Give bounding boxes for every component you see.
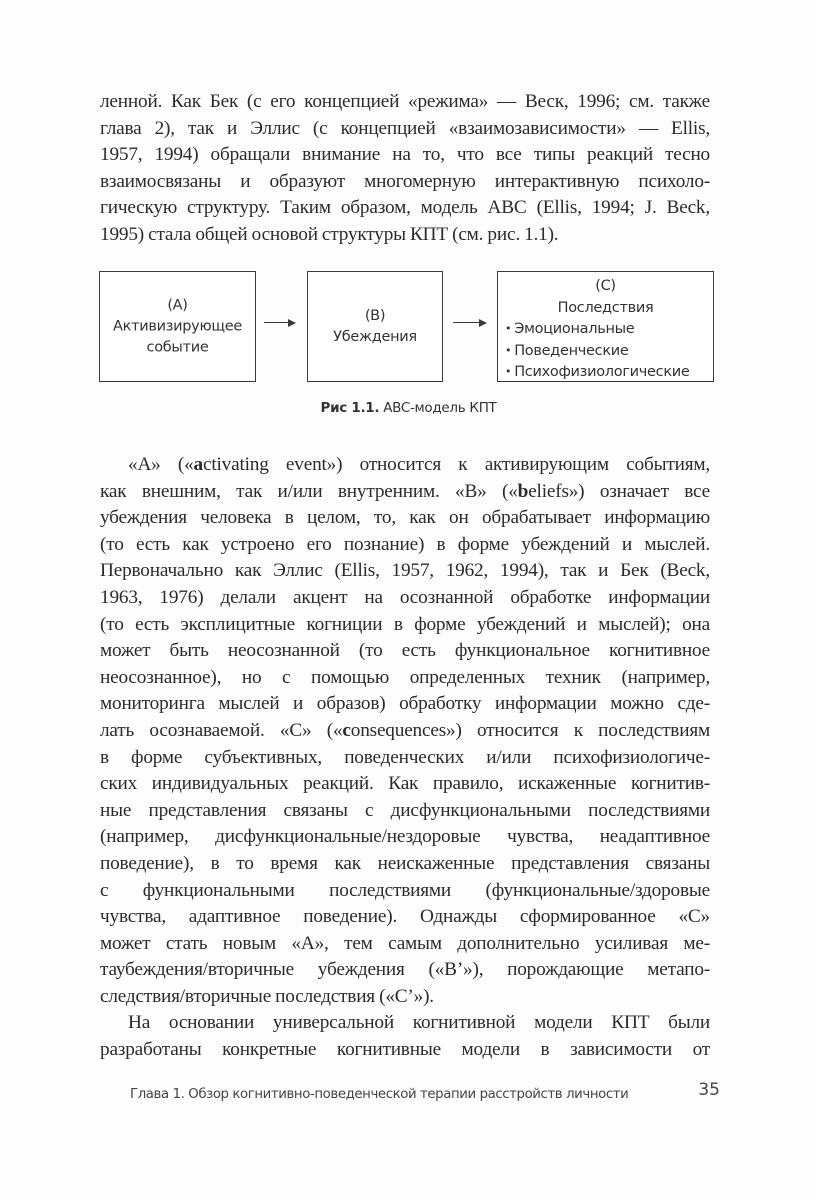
text-line: [100, 479, 710, 506]
figure-caption: [0, 400, 817, 416]
box-a-title-line2: событие: [146, 339, 209, 355]
text-line: [100, 452, 710, 479]
text-line: 1957, 1994) обращали внимание на то, что все типы реакций тесно: [100, 144, 710, 166]
text-line: Первоначально как Эллис (Ellis, 1957, 1962, 1994), так и Бек (Beck,: [100, 560, 710, 582]
arrow-right-icon: [453, 322, 485, 323]
arrow-right-icon: [264, 322, 294, 323]
text-line: гическую структуру. Таким образом, модель ABC (Ellis, 1994; J. Beck,: [100, 197, 710, 219]
text-line: На основании универсальной когнитивной модели КПТ были: [128, 1012, 710, 1034]
text-line: [100, 718, 710, 745]
consequences-list: [498, 319, 713, 384]
text-line: мониторинга мыслей и образов) обработку информации можно сде-: [100, 693, 710, 715]
box-b-letter: (B): [364, 307, 386, 324]
page-number: 35: [698, 1080, 720, 1100]
box-a-title-line1: Активизирующее: [113, 318, 242, 334]
text-line: (то есть как устроено его познание) в форме убеждений и мыслей.: [100, 533, 710, 555]
text-line: с функциональными последствиями (функциональные/здоровые: [100, 879, 710, 901]
list-item: • Поведенческие: [505, 341, 713, 363]
text-line: чувства, адаптивное поведение). Однажды сформированное «C»: [100, 906, 710, 928]
text-line: (например, дисфункциональные/нездоровые чувства, неадаптивное: [100, 826, 710, 848]
box-b-title: Убеждения: [333, 328, 417, 345]
box-activating-event: [99, 271, 256, 382]
text-fragment: ctivating event») относится к активирующим событиям,: [202, 454, 710, 475]
text-fragment: onsequences») относится к последствиям: [350, 719, 710, 741]
box-a-letter: (A): [167, 297, 188, 313]
figure-caption-text: ABC-модель КПТ: [379, 400, 497, 416]
text-line: 1963, 1976) делали акцент на осознанной обработке информации: [100, 586, 710, 608]
text-line: таубеждения/вторичные убеждения («B’»), порождающие метапо-: [100, 959, 710, 981]
text-line: следствия/вторичные последствия («C’»).: [100, 985, 434, 1007]
abc-explanation-paragraph: [100, 452, 710, 1064]
box-c-letter: (C): [595, 278, 616, 294]
text-line: 1995) стала общей основой структуры КПТ (см. рис. 1.1).: [100, 223, 559, 245]
text-line: ленной. Как Бек (с его концепцией «режима» — Веск, 1996; см. также: [100, 91, 710, 112]
emphasis-letter: c: [342, 719, 351, 741]
box-c-title: Последствия: [557, 299, 654, 316]
text-line: взаимосвязаны и образуют многомерную интерактивную психоло-: [100, 170, 710, 192]
box-consequences: [497, 271, 714, 382]
figure-caption-label: Рис 1.1.: [320, 400, 380, 416]
text-line: глава 2), так и Эллис (с концепцией «взаимозависимости» — Ellis,: [100, 117, 710, 139]
text-line: разработаны конкретные когнитивные модели в зависимости от: [100, 1039, 710, 1061]
text-fragment: «A» («: [128, 454, 194, 475]
running-title: Глава 1. Обзор когнитивно-поведенческой терапии расстройств личности: [130, 1087, 629, 1102]
text-line: ских индивидуальных реакций. Как правило, искаженные когнитив-: [100, 773, 710, 795]
text-line: (то есть эксплицитные когниции в форме убеждений и мыслей); она: [100, 613, 710, 635]
text-fragment: eliefs») означает все: [528, 480, 710, 502]
text-fragment: как внешним, так и/или внутренним. «B» («: [100, 480, 518, 502]
list-item: • Эмоциональные: [505, 319, 713, 341]
text-fragment: лать осознаваемой. «C» («: [100, 719, 343, 741]
text-line: неосознанное), но с помощью определенных техник (например,: [100, 666, 710, 688]
text-line: поведение), в то время как неискаженные представления связаны: [100, 852, 710, 874]
page-footer: [130, 1080, 720, 1102]
box-beliefs: [307, 271, 443, 382]
abc-model-figure: [0, 0, 817, 440]
text-line: убеждения человека в целом, то, как он обрабатывает информацию: [100, 507, 710, 529]
emphasis-letter: a: [193, 454, 203, 475]
list-item: • Психофизиологические: [505, 362, 713, 384]
text-line: ные представления связаны с дисфункциональными последствиями: [100, 799, 710, 821]
text-line: может быть неосознанной (то есть функциональное когнитивное: [100, 640, 710, 662]
emphasis-letter: b: [517, 480, 529, 502]
text-line: в форме субъективных, поведенческих и/или психофизиологиче-: [100, 746, 710, 768]
text-line: может стать новым «A», тем самым дополнительно усиливая ме-: [100, 932, 710, 954]
